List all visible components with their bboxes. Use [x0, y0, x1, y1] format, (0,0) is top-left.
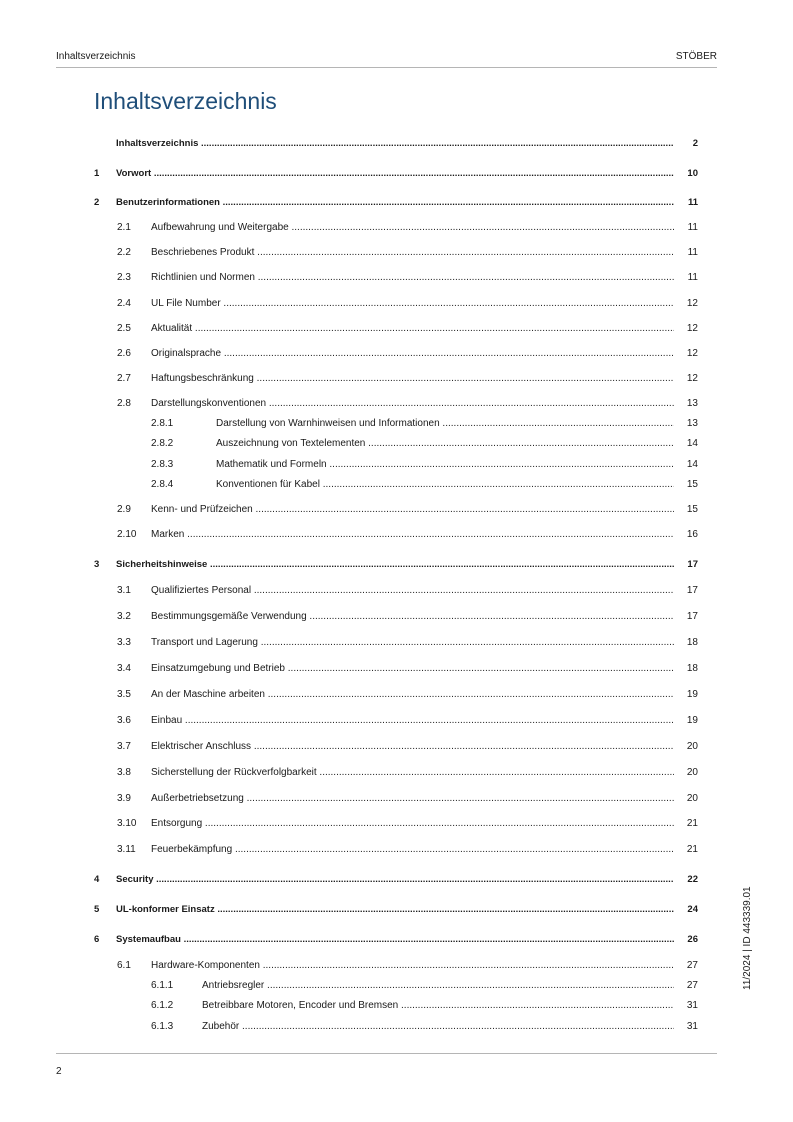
toc-entry-title: UL-konformer Einsatz .....: [116, 903, 674, 917]
toc-entry-number: 3: [94, 559, 100, 570]
toc-entry-page: 14: [686, 459, 698, 470]
toc-entry-page: 11: [687, 197, 698, 208]
toc-entry-page: 15: [686, 504, 698, 515]
toc-entry-number: 2.7: [117, 373, 131, 384]
page-number: 2: [56, 1066, 62, 1077]
toc-entry-title: Marken .....: [151, 528, 674, 542]
toc-entry-title: Vorwort .....: [116, 167, 674, 181]
toc-entry[interactable]: [117, 528, 698, 542]
toc-entry-number: 1: [94, 168, 100, 179]
toc-entry[interactable]: [94, 933, 698, 947]
toc-entry-number: 3.11: [117, 844, 136, 855]
toc-entry-title: Außerbetriebsetzung .....: [151, 792, 674, 806]
toc-entry[interactable]: [151, 1020, 698, 1034]
toc-entry-page: 31: [686, 1000, 698, 1011]
toc-entry[interactable]: [94, 903, 698, 917]
toc-entry[interactable]: [117, 662, 698, 676]
toc-entry-number: 2.8.4: [151, 479, 174, 490]
toc-entry[interactable]: [117, 297, 698, 311]
toc-entry-title: An der Maschine arbeiten .....: [151, 688, 674, 702]
toc-entry[interactable]: [151, 458, 698, 472]
toc-entry-page: 17: [687, 559, 698, 570]
toc-entry[interactable]: [117, 271, 698, 285]
toc-entry-title: Sicherstellung der Rückverfolgbarkeit .....: [151, 766, 674, 780]
toc-entry-title: Entsorgung .....: [151, 817, 674, 831]
toc-entry-title: Systemaufbau .....: [116, 933, 674, 947]
toc-entry-title: Inhaltsverzeichnis .....: [116, 137, 674, 151]
toc-entry-title: Transport und Lagerung .....: [151, 636, 674, 650]
toc-entry-number: 6.1.3: [151, 1021, 174, 1032]
toc-entry[interactable]: [151, 999, 698, 1013]
toc-entry[interactable]: [117, 817, 698, 831]
toc-entry-number: 2.10: [117, 529, 137, 540]
toc-entry[interactable]: [117, 636, 698, 650]
toc-entry-title: Kenn- und Prüfzeichen .....: [151, 503, 674, 517]
toc-entry[interactable]: [117, 584, 698, 598]
footer-divider: [56, 1053, 717, 1054]
toc-entry-title: Qualifiziertes Personal .....: [151, 584, 674, 598]
toc-entry-title: Einbau .....: [151, 714, 674, 728]
document-id-label: 11/2024 | ID 443339.01: [742, 886, 753, 990]
toc-entry-number: 2.6: [117, 348, 131, 359]
toc-entry-number: 3.7: [117, 741, 131, 752]
toc-entry-number: 2.8: [117, 398, 131, 409]
toc-entry-number: 5: [94, 904, 100, 915]
toc-entry-number: 3.6: [117, 715, 131, 726]
toc-entry-page: 19: [686, 715, 698, 726]
toc-entry-number: 2.3: [117, 272, 131, 283]
toc-entry[interactable]: [151, 478, 698, 492]
toc-entry-number: 6: [94, 934, 100, 945]
toc-entry-number: 3.9: [117, 793, 131, 804]
toc-entry[interactable]: [117, 959, 698, 973]
toc-entry-number: 2.2: [117, 247, 131, 258]
toc-entry-number: 3.3: [117, 637, 131, 648]
toc-entry-title: Richtlinien und Normen .....: [151, 271, 674, 285]
toc-entry[interactable]: [117, 766, 698, 780]
toc-entry[interactable]: [151, 437, 698, 451]
toc-entry-number: 2: [94, 197, 100, 208]
toc-entry-title: Sicherheitshinweise .....: [116, 558, 674, 572]
toc-entry-number: 6.1.2: [151, 1000, 174, 1011]
toc-entry-page: 10: [687, 168, 698, 179]
toc-entry-page: 12: [686, 373, 698, 384]
toc-entry-page: 12: [686, 298, 698, 309]
toc-entry-number: 3.5: [117, 689, 131, 700]
toc-entry-page: 20: [686, 741, 698, 752]
toc-entry-page: 12: [686, 323, 698, 334]
toc-entry-page: 22: [687, 874, 698, 885]
toc-entry-page: 13: [686, 418, 698, 429]
toc-entry-number: 3.2: [117, 611, 131, 622]
toc-entry[interactable]: [151, 979, 698, 993]
toc-entry-page: 24: [687, 904, 698, 915]
toc-entry-number: 4: [94, 874, 100, 885]
toc-entry-page: 27: [686, 980, 698, 991]
toc-entry-number: 6.1: [117, 960, 131, 971]
toc-entry-title: Auszeichnung von Textelementen .....: [216, 437, 674, 451]
toc-entry-title: Benutzerinformationen .....: [116, 196, 674, 210]
toc-entry-title: Security .....: [116, 873, 674, 887]
toc-entry-page: 15: [686, 479, 698, 490]
toc-entry-page: 16: [686, 529, 698, 540]
toc-entry-page: 13: [686, 398, 698, 409]
toc-entry-title: Bestimmungsgemäße Verwendung .....: [151, 610, 674, 624]
toc-entry-title: Antriebsregler .....: [202, 979, 674, 993]
toc-entry-page: 11: [687, 247, 698, 258]
toc-entry[interactable]: [117, 610, 698, 624]
toc-entry[interactable]: [94, 873, 698, 887]
toc-entry[interactable]: [151, 417, 698, 431]
toc-entry-title: Konventionen für Kabel .....: [216, 478, 674, 492]
toc-entry-title: Hardware-Komponenten .....: [151, 959, 674, 973]
toc-entry-title: Elektrischer Anschluss .....: [151, 740, 674, 754]
toc-entry[interactable]: [117, 397, 698, 411]
toc-entry[interactable]: [94, 196, 698, 210]
toc-entry[interactable]: [94, 558, 698, 572]
toc-entry-number: 2.8.3: [151, 459, 174, 470]
toc-entry[interactable]: [117, 246, 698, 260]
toc-entry-page: 21: [686, 844, 698, 855]
toc-entry-page: 18: [686, 663, 698, 674]
toc-entry-number: 2.4: [117, 298, 131, 309]
toc-entry-title: Zubehör .....: [202, 1020, 674, 1034]
toc-entry-number: 2.9: [117, 504, 131, 515]
toc-entry[interactable]: [117, 792, 698, 806]
running-header-section: Inhaltsverzeichnis: [56, 51, 136, 62]
toc-entry-title: Mathematik und Formeln .....: [216, 458, 674, 472]
toc-entry-number: 3.8: [117, 767, 131, 778]
toc-entry-page: 20: [686, 793, 698, 804]
toc-entry[interactable]: [117, 843, 698, 857]
toc-entry[interactable]: [117, 322, 698, 336]
toc-entry[interactable]: [117, 503, 698, 517]
toc-entry-page: 27: [686, 960, 698, 971]
toc-entry-title: Betreibbare Motoren, Encoder und Bremsen .....: [202, 999, 674, 1013]
toc-entry-number: 2.5: [117, 323, 131, 334]
toc-entry-title: Feuerbekämpfung .....: [151, 843, 674, 857]
toc-entry-title: Aufbewahrung und Weitergabe .....: [151, 221, 674, 235]
toc-entry-number: 3.1: [117, 585, 131, 596]
toc-entry-title: Darstellung von Warnhinweisen und Informationen .....: [216, 417, 674, 431]
toc-entry-page: 12: [686, 348, 698, 359]
toc-entry-number: 3.4: [117, 663, 131, 674]
toc-entry-number: 3.10: [117, 818, 137, 829]
toc-entry-title: Haftungsbeschränkung .....: [151, 372, 674, 386]
toc-entry-page: 19: [686, 689, 698, 700]
toc-entry-number: 6.1.1: [151, 980, 174, 991]
toc-entry-page: 14: [686, 438, 698, 449]
toc-entry-page: 18: [686, 637, 698, 648]
toc-entry-number: 2.8.2: [151, 438, 174, 449]
toc-entry[interactable]: [117, 221, 698, 235]
toc-entry-number: 2.1: [117, 222, 131, 233]
toc-entry-number: 2.8.1: [151, 418, 174, 429]
toc-entry-page: 26: [687, 934, 698, 945]
toc-entry[interactable]: [117, 714, 698, 728]
toc-entry-title: Aktualität .....: [151, 322, 674, 336]
page-title: Inhaltsverzeichnis: [94, 88, 277, 114]
toc-entry-page: 2: [692, 138, 698, 149]
toc-entry[interactable]: [117, 372, 698, 386]
toc-entry-page: 20: [686, 767, 698, 778]
toc-entry-page: 11: [687, 272, 698, 283]
toc-entry[interactable]: [117, 740, 698, 754]
toc-entry-page: 31: [686, 1021, 698, 1032]
toc-entry-title: Originalsprache .....: [151, 347, 674, 361]
header-divider: [56, 67, 717, 68]
toc-entry[interactable]: [117, 688, 698, 702]
toc-entry-page: 11: [687, 222, 698, 233]
running-header-brand: STÖBER: [675, 51, 717, 62]
toc-entry-title: UL File Number .....: [151, 297, 674, 311]
toc-entry[interactable]: [94, 137, 698, 151]
toc-entry-title: Einsatzumgebung und Betrieb .....: [151, 662, 674, 676]
toc-entry-page: 17: [686, 585, 698, 596]
toc-entry-title: Darstellungskonventionen .....: [151, 397, 674, 411]
toc-entry[interactable]: [117, 347, 698, 361]
toc-entry[interactable]: [94, 167, 698, 181]
toc-entry-page: 17: [686, 611, 698, 622]
toc-entry-page: 21: [686, 818, 698, 829]
toc-entry-title: Beschriebenes Produkt .....: [151, 246, 674, 260]
